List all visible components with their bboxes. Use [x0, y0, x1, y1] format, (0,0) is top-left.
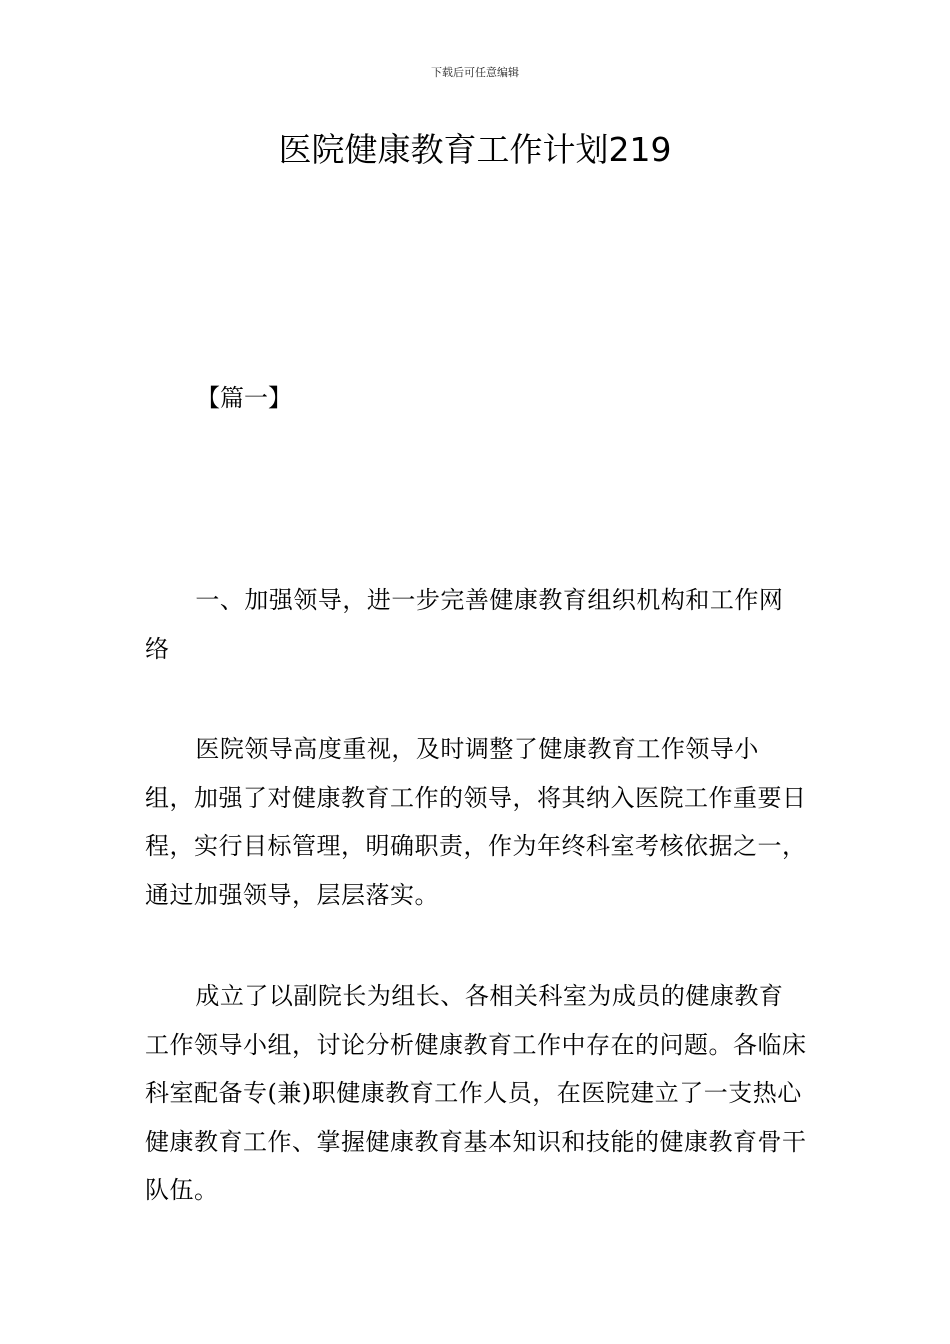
- header-note: 下载后可任意编辑: [431, 66, 519, 79]
- section-label: 【篇一】: [196, 384, 292, 412]
- paragraph-heading-1: 一、加强领导，进一步完善健康教育组织机构和工作网络: [145, 586, 784, 663]
- document-title: 医院健康教育工作计划219: [278, 130, 672, 169]
- paragraph-3: 成立了以副院长为组长、各相关科室为成员的健康教育工作领导小组，讨论分析健康教育工作中存在的问题。各临床科室配备专(兼)职健康教育工作人员，在医院建立了一支热心健康教育工作、掌握健康教育基本知识和技能的健康教育骨干队伍。: [145, 982, 807, 1204]
- paragraph-2: 医院领导高度重视，及时调整了健康教育工作领导小组，加强了对健康教育工作的领导，将其纳入医院工作重要日程，实行目标管理，明确职责，作为年终科室考核依据之一，通过加强领导，层层落实。: [145, 735, 807, 909]
